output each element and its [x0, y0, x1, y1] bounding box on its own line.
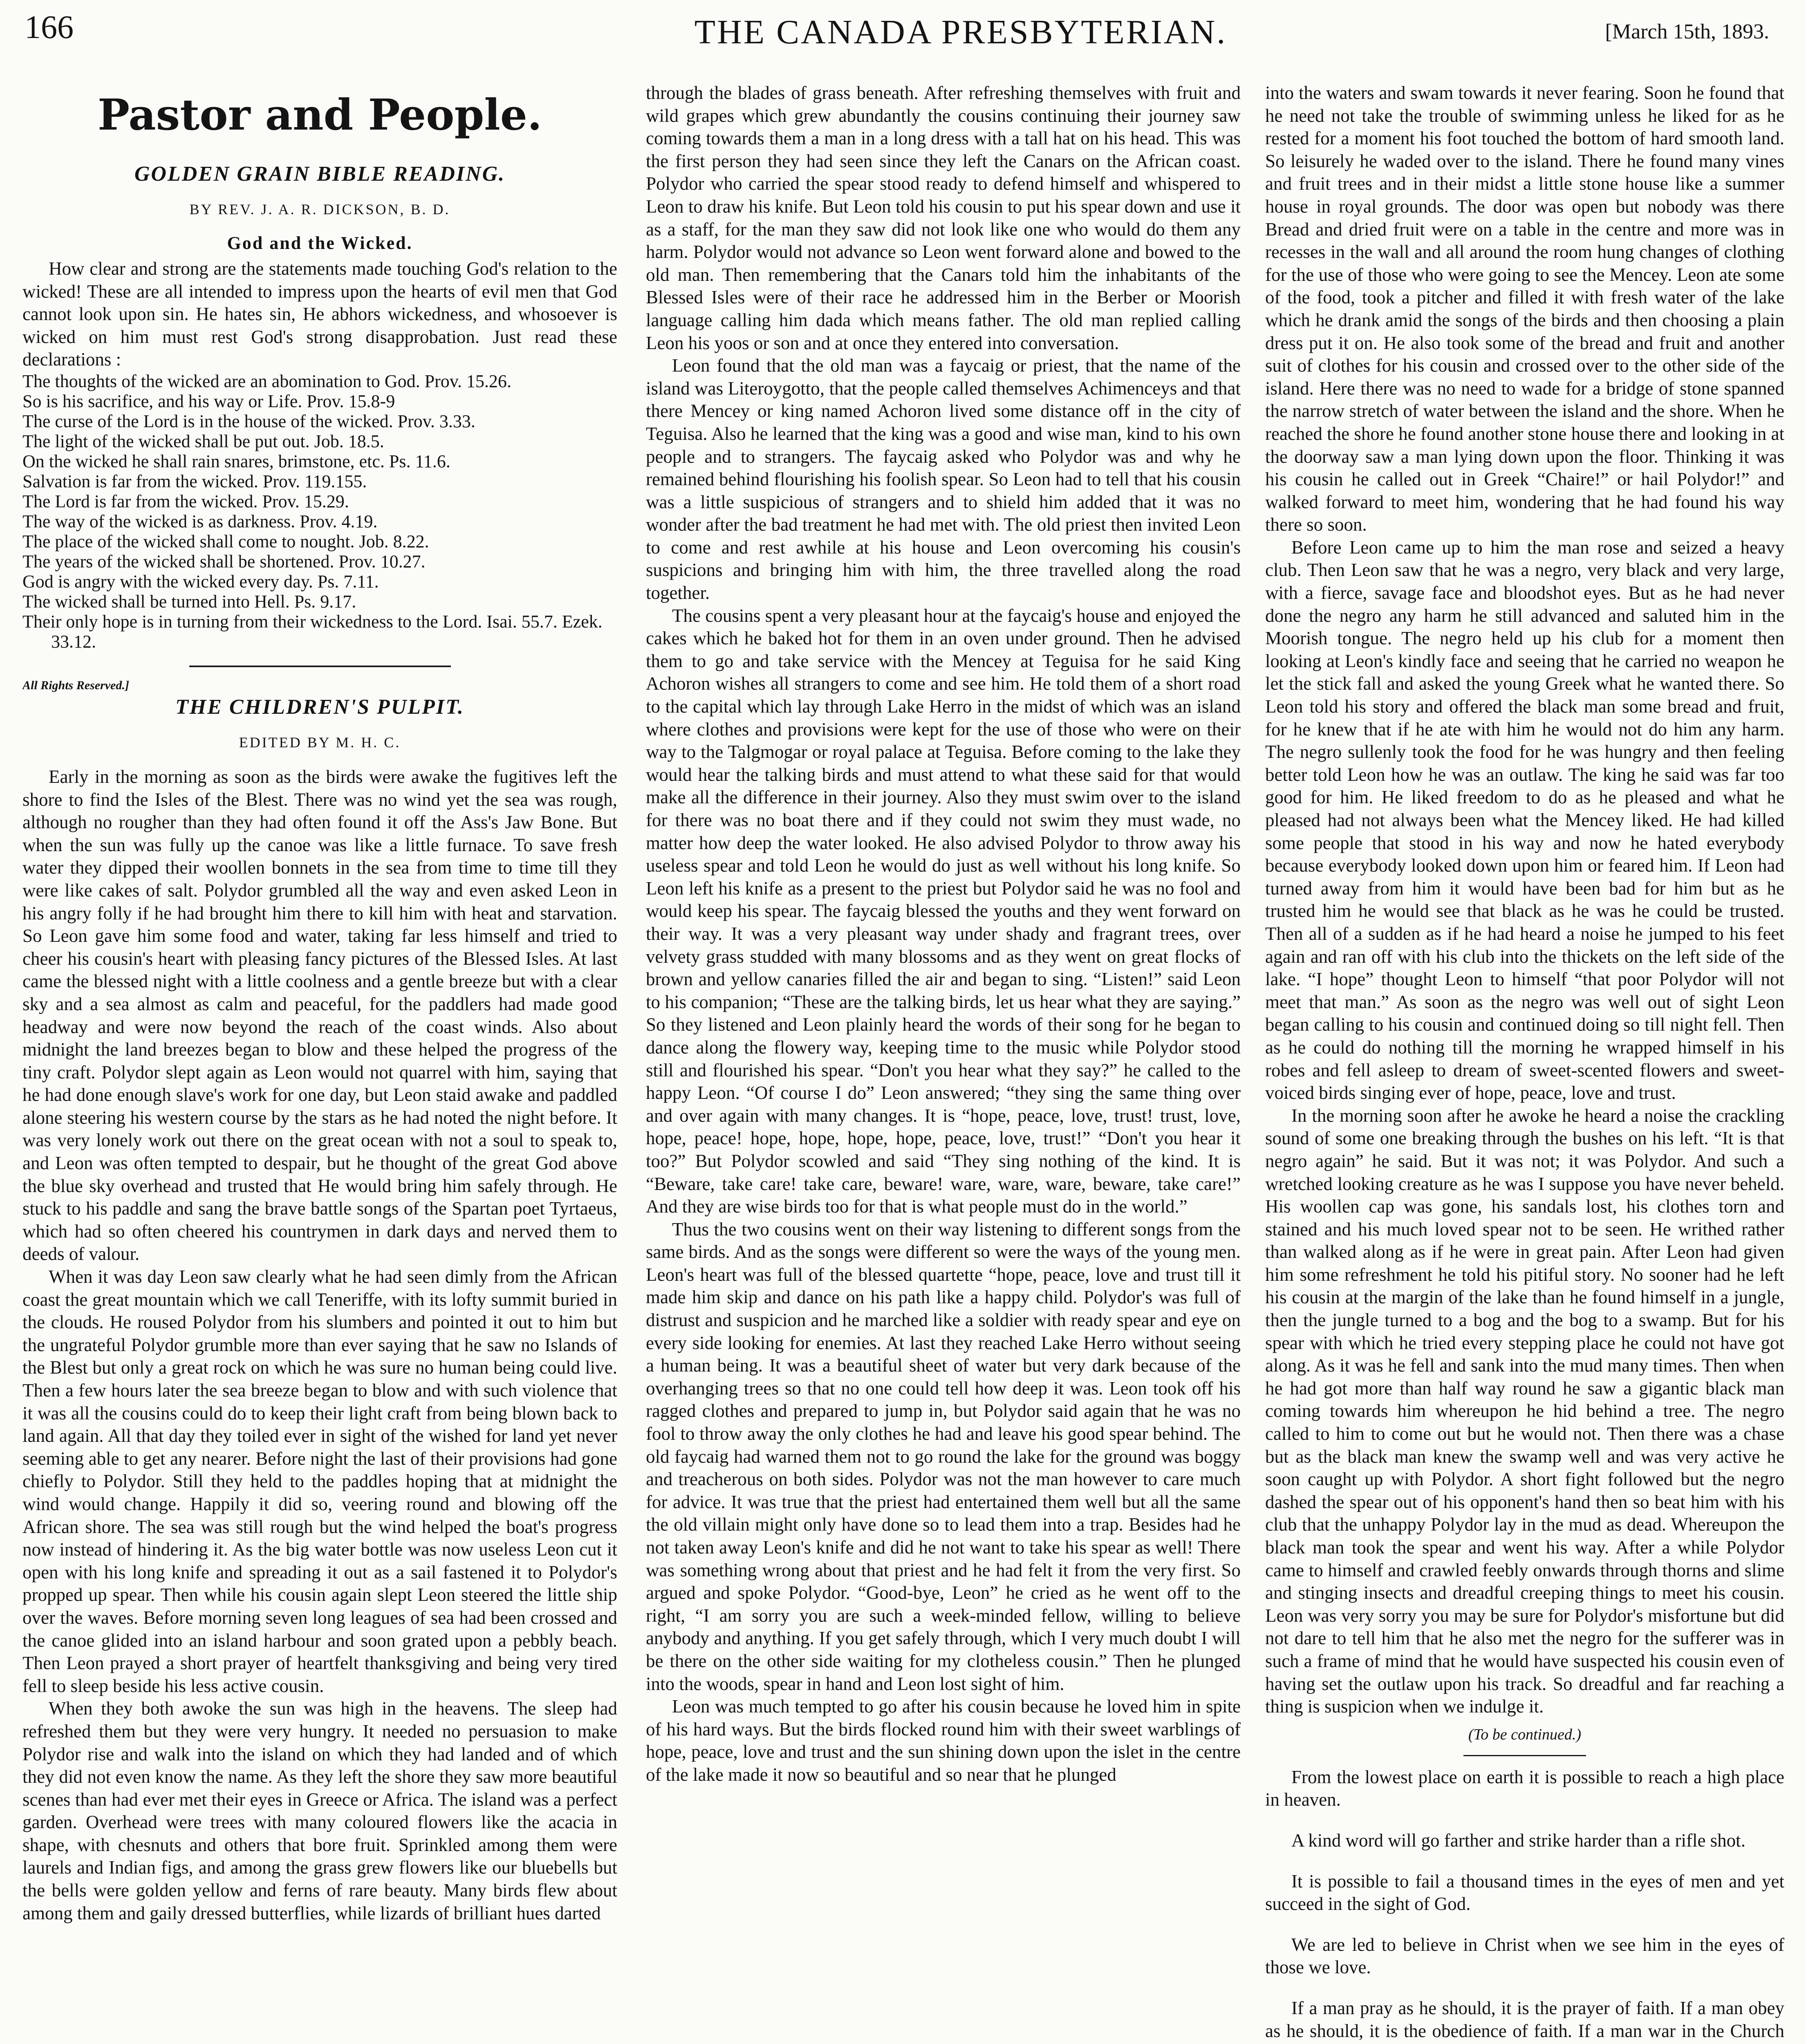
bible-reading-title: GOLDEN GRAIN BIBLE READING.: [134, 162, 506, 186]
story-paragraph: Leon found that the old man was a faycaig or priest, that the name of the island was Literoygotto, that the people called themselves Achimenceys and that there Mencey or king named Achoron lived some distance off in the city of Teguisa. Also he learned that the king was a good and wise man, kind to his own people and to strangers. The faycaig asked who Polydor was and why he remained behind flourishing his foolish spear. So Leon had to tell that his cousin was a little suspicious of strangers and to shield him added that it was no wonder after the bad treatment he had met with. The old priest then invited Leon to come and rest awhile at his house and Leon overcoming his cousin's suspicions and bringing him with him, the three travelled along the road together.: [646, 355, 1241, 603]
maxim-paragraph: A kind word will go farther and strike harder than a rifle shot.: [1291, 1830, 1746, 1851]
declaration-item: The light of the wicked shall be put out. Job. 18.5.: [22, 431, 384, 451]
bible-reading-intro: How clear and strong are the statements made touching God's relation to the wicked! These are all intended to impress upon the hearts of evil men that God cannot look upon sin. He hates sin, He abhors wickedness, and whosoever is wicked on him must rest God's strong disapprobation. Just read these declarations :: [22, 258, 617, 370]
story-paragraph: through the blades of grass beneath. After refreshing themselves with fruit and wild grapes which grew abundantly the cousins continuing their journey saw coming towards them a man in a long dress with a tall hat on his head. This was the first person they had seen since they left the Canars on the African coast. Polydor who carried the spear stood ready to defend himself and whispered to Leon to draw his knife. But Leon told his cousin to put his spear down and use it as a staff, for the man they saw did not look like one who would do them any harm. Polydor would not advance so Leon went forward alone and bowed to the old man. Then remembering that the Canars told him the inhabitants of the Blessed Isles were of their race he addressed him in the Berber or Moorish language calling him dada which means father. The old man replied calling Leon his yoos or son and at once they entered into conversation.: [646, 83, 1241, 353]
story-paragraph: Thus the two cousins went on their way listening to different songs from the same birds. And as the songs were different so were the ways of the young men. Leon's heart was full of the blessed quartette “hope, peace, love and trust till it made him skip and dance on his path like a happy child. Polydor's was full of distrust and suspicion and he marched like a soldier with ready spear and eye on every side looking for enemies. At last they reached Lake Herro without seeing a human being. It was a beautiful sheet of water but very dark because of the overhanging trees so that no one could tell how deep it was. Leon took off his ragged clothes and prepared to jump in, but Polydor said again that he was no fool to throw away the only clothes he had and leave his good spear behind. The old faycaig had warned them not to go round the lake for the ground was boggy and treacherous on both sides. Polydor was not the man however to care much for advice. It was true that the priest had entertained them well but all the same the old villain might only have done so to lead them into a trap. Besides had he not taken away Leon's knife and did he not want to take his spear as well! There was something wrong about that priest and he had felt it from the very first. So argued and spoke Polydor. “Good-bye, Leon” he cried as he went off to the right, “I am sorry you are such a week-minded fellow, willing to believe anybody and anything. If you get safely through, which I very much doubt I will be there on the other side waiting for my clotheless cousin.” Then he plunged into the woods, spear in hand and Leon lost sight of him.: [646, 1219, 1241, 1694]
column-middle: [646, 82, 1241, 2044]
declaration-item: Their only hope is in turning from their wickedness to the Lord. Isai. 55.7. Ezek. 33.12.: [22, 611, 603, 652]
declaration-item: God is angry with the wicked every day. Ps. 7.11.: [22, 571, 379, 592]
story-paragraph: When they both awoke the sun was high in the heavens. The sleep had refreshed them but they were very hungry. It needed no persuasion to make Polydor rise and walk into the island on which they had landed and of which they did not even know the name. As they left the shore they saw more beautiful scenes than had ever met their eyes in Greece or Africa. The island was a perfect garden. Overhead were trees with many coloured flowers like the acacia in shape, with chesnuts and others that bore fruit. Sprinkled among them were laurels and Indian figs, and among the grass grew flowers like our bluebells but the bells were golden yellow and ferns of rare beauty. Many birds flew about among them and gaily dressed butterflies, while lizards of brilliant hues darted: [22, 1698, 617, 1923]
maxim-paragraph: If a man pray as he should, it is the prayer of faith. If a man obey as he should, it is the obedience of faith. If a man war in the Church: [1265, 1997, 1784, 2041]
bible-reading-heading: God and the Wicked.: [227, 233, 413, 253]
rights-notice: All Rights Reserved.]: [22, 678, 129, 692]
section-divider: [1463, 1755, 1586, 1756]
declaration-item: The Lord is far from the wicked. Prov. 15.29.: [22, 491, 349, 511]
declaration-item: The wicked shall be turned into Hell. Ps. 9.17.: [22, 591, 356, 612]
declaration-item: So is his sacrifice, and his way or Life. Prov. 15.8-9: [22, 391, 395, 411]
story-paragraph: Leon was much tempted to go after his cousin because he loved him in spite of his hard ways. But the birds flocked round him with their sweet warblings of hope, peace, love and trust and the sun shining down upon the islet in the centre of the lake made it now so beautiful and so near that he plunged: [646, 1696, 1241, 1785]
bible-reading-byline: BY REV. J. A. R. DICKSON, B. D.: [189, 201, 450, 217]
declaration-item: The way of the wicked is as darkness. Prov. 4.19.: [22, 511, 378, 531]
childrens-pulpit-editor: EDITED BY M. H. C.: [239, 734, 401, 751]
story-paragraph: Before Leon came up to him the man rose and seized a heavy club. Then Leon saw that he was a negro, very black and very large, with a fierce, savage face and bloodshot eyes. But as he had never done the negro any harm he still advanced and saluted him in the Moorish tongue. The negro held up his club for a moment then looking at Leon's kindly face and seeing that he carried no weapon he let the stick fall and asked the young Greek what he wanted there. So Leon told his story and offered the black man some bread and fruit, for he knew that if he ate with him he would not do him any harm. The negro sullenly took the food for he was hungry and then feeling better told Leon how he was an outlaw. The king he said was far too good for him. He liked freedom to do as he pleased and what he pleased had not always been what the Mencey liked. He had killed some people that stood in his way and now he hated everybody because everybody looked down upon him or feared him. If Leon had turned away from him it would have been bad for him but as he trusted him he would see that black as he was he could be trusted. Then all of a sudden as if he had heard a noise he jumped to his feet again and ran off with his club into the thickets on the left side of the lake. “I hope” thought Leon to himself “that poor Polydor will not meet that man.” As soon as the negro was well out of sight Leon began calling to his cousin and continued doing so till night fell. Then as he could do nothing till the morning he wrapped himself in his robes and fell asleep to dream of sweet-scented flowers and sweet-voiced birds singing ever of hope, peace, love and trust.: [1265, 537, 1784, 1103]
story-paragraph: Early in the morning as soon as the birds were awake the fugitives left the shore to find the Isles of the Blest. There was no wind yet the sea was rough, although no rougher than they had often found it off the Ass's Jaw Bone. But when the sun was fully up the canoe was like a little furnace. To save fresh water they dipped their woollen bonnets in the sea from time to time till they were like cakes of salt. Polydor grumbled all the way and even asked Leon in his angry folly if he had brought him there to kill him with heat and starvation. So Leon gave him some food and water, taking far less himself and tried to cheer his cousin's heart with pleasing fancy pictures of the Blessed Isles. At last came the blessed night with a little coolness and a gentle breeze but with a clear sky and a sea almost as calm and peaceful, for the paddlers had made good headway and were now beyond the reach of the coast winds. Also about midnight the land breezes began to blow and these helped the progress of the tiny craft. Polydor slept again as Leon would not quarrel with him, saying that he had done enough slave's work for one day, but Leon staid awake and paddled alone steering his western course by the stars as he had noted the night before. It was very lonely work out there on the great ocean with not a soul to speak to, and Leon was often tempted to despair, but he thought of the great God above the blue sky overhead and trusted that He would bring him safely through. He stuck to his paddle and sang the brave battle songs of the Spartan poet Tyrtaeus, which had so often cheered his countrymen in dark days and nerved them to deeds of valour.: [22, 766, 617, 1264]
declaration-item: The place of the wicked shall come to nought. Job. 8.22.: [22, 531, 429, 551]
column-right: [1265, 82, 1784, 2044]
story-paragraph: into the waters and swam towards it never fearing. Soon he found that he need not take the trouble of swimming unless he liked for as he rested for a moment his foot touched the bottom of hard smooth land. So leisurely he waded over to the island. There he found many vines and fruit trees and in their midst a little stone house like a summer house in royal grounds. The door was open but nobody was there Bread and dried fruit were on a table in the centre and more was in recesses in the wall and all around the room hung changes of clothing for the use of those who were going to see the Mencey. Leon ate some of the food, took a pitcher and filled it with fresh water of the lake which he drank amid the songs of the birds and then choosing a plain dress put it on. He also took some of the bread and fruit and another suit of clothes for his cousin and crossed over to the other side of the island. Here there was no need to wade for a bridge of stone spanned the narrow stretch of water between the island and the shore. When he reached the shore he found another stone house there and looking in at the doorway saw a man lying down upon the floor. Thinking it was his cousin he called out in Greek “Chaire!” or hail Polydor!” and walked forward to meet him, wondering that he had found his way there so soon.: [1265, 83, 1784, 535]
declaration-item: On the wicked he shall rain snares, brimstone, etc. Ps. 11.6.: [22, 451, 450, 471]
story-paragraph: In the morning soon after he awoke he heard a noise the crackling sound of some one breaking through the bushes on his left. “It is that negro again” he said. But it was not; it was Polydor. And such a wretched looking creature as he was I suppose you have never beheld. His woollen cap was gone, his sandals lost, his clothes torn and stained and his much loved spear not to be seen. He writhed rather than walked along as if he were in great pain. After Leon had given him some refreshment he told his pitiful story. No sooner had he left his cousin at the margin of the lake than he found himself in a jungle, then the jungle turned to a bog and the bog to a swamp. But for his spear with which he tried every stepping place he could not have got along. As it was he fell and sank into the mud many times. Then when he had got more than half way round he saw a gigantic black man coming towards him whereupon he hid behind a tree. The negro called to him to come out but he would not. Then there was a chase but as the black man knew the swamp well and was very active he soon caught up with Polydor. A short fight followed but the negro dashed the spear out of his opponent's hand then so beat him with his club that the unhappy Polydor lay in the mud as dead. Whereupon the black man took the spear and went his way. After a while Polydor came to himself and crawled feebly onwards through thorns and slime and stinging insects and dreadful creeping things to meet his cousin. Leon was very sorry you may be sure for Polydor's misfortune but did not dare to tell him that he also met the negro for the sufferer was in such a frame of mind that he would have suspected his cousin even of having set the outlaw upon his track. So dreadful and far reaching a thing is suspicion when we indulge it.: [1265, 1105, 1784, 1717]
maxim-paragraph: We are led to believe in Christ when we see him in the eyes of those we love.: [1265, 1934, 1784, 1978]
childrens-pulpit-title: THE CHILDREN'S PULPIT.: [175, 695, 464, 719]
story-paragraph: When it was day Leon saw clearly what he had seen dimly from the African coast the great mountain which we call Teneriffe, with its lofty summit buried in the clouds. He roused Polydor from his slumbers and pointed it out to him but the ungrateful Polydor grumble more than ever saying that he saw no Islands of the Blest but only a great rock on which he was sure no human being could live. Then a few hours later the sea breeze began to blow and with such violence that it was all the cousins could do to keep their light craft from being blown back to land again. All that day they toiled ever in sight of the wished for land yet never seeming able to get any nearer. Before night the last of their provisions had gone chiefly to Polydor. Still they held to the paddles hoping that at midnight the wind would change. Happily it did so, veering round and blowing off the African shore. The sea was still rough but the wind helped the boat's progress now instead of hindering it. As the big water bottle was now useless Leon cut it open with his long knife and spreading it out as a sail fastened it to Polydor's propped up spear. Then while his cousin again slept Leon steered the little ship over the waves. Before morning seven long leagues of sea had been crossed and the canoe glided into an island harbour and soon grated upon a pebbly beach. Then Leon prayed a short prayer of heartfelt thanksgiving and being very tired fell to sleep beside his less active cousin.: [22, 1266, 617, 1696]
to-be-continued: (To be continued.): [1468, 1726, 1582, 1743]
masthead: THE CANADA PRESBYTERIAN.: [694, 13, 1227, 51]
declaration-item: The curse of the Lord is in the house of the wicked. Prov. 3.33.: [22, 411, 475, 431]
declaration-item: The years of the wicked shall be shortened. Prov. 10.27.: [22, 551, 426, 572]
declaration-item: The thoughts of the wicked are an abomination to God. Prov. 15.26.: [22, 371, 511, 391]
section-title: Pastor and People.: [97, 90, 542, 140]
page-number: 166: [25, 9, 74, 45]
issue-date: [March 15th, 1893.: [1605, 20, 1769, 43]
article-columns: [22, 82, 1784, 2044]
declarations-list: [22, 371, 617, 652]
column-left: [22, 82, 617, 2044]
section-divider: [189, 666, 451, 667]
story-paragraph: The cousins spent a very pleasant hour at the faycaig's house and enjoyed the cakes which he baked hot for them in an oven under ground. Then he advised them to go and take service with the Mencey at Teguisa for he said King Achoron wishes all strangers to come and see him. He told them of a short road to the capital which lay through Lake Herro in the midst of which was an island where clothes and provisions were kept for the use of those who were on their way to the Talgmogar or royal palace at Teguisa. Before coming to the lake they would hear the talking birds and must attend to what these said for that would make all the difference in their journey. Also they must swim over to the island for there was no boat there and if they could not swim they must wade, no matter how deep the water looked. He also advised Polydor to throw away his useless spear and told Leon he would do just as well without his long knife. So Leon left his knife as a present to the priest but Polydor said he was no fool and would keep his spear. The faycaig blessed the youths and they went forward on their way. It was a very pleasant way under shady and fragrant trees, over velvety grass studded with many blossoms and as they went on great flocks of brown and yellow canaries filled the air and began to sing. “Listen!” said Leon to his companion; “These are the talking birds, let us hear what they are saying.” So they listened and Leon plainly heard the words of their song for he began to dance along the flowery way, keeping time to the music while Polydor stood still and flourished his spear. “Don't you hear what they say?” he called to the happy Leon. “Of course I do” Leon answered; “they sing the same thing over and over again with many changes. It is “hope, peace, love, trust! trust, love, hope, peace! hope, hope, hope, hope, peace, love, trust!” “Don't you hear it too?” But Polydor scowled and said “They sing nothing of the kind. It is “Beware, take care! take care, beware! ware, ware, ware, beware, take care!” And they are wise birds too for that is what people must do in the world.”: [646, 605, 1241, 1217]
declaration-item: Salvation is far from the wicked. Prov. 119.155.: [22, 471, 367, 491]
maxim-paragraph: It is possible to fail a thousand times in the eyes of men and yet succeed in the sight of God.: [1265, 1871, 1784, 1914]
maxim-paragraph: From the lowest place on earth it is possible to reach a high place in heaven.: [1265, 1766, 1784, 1810]
